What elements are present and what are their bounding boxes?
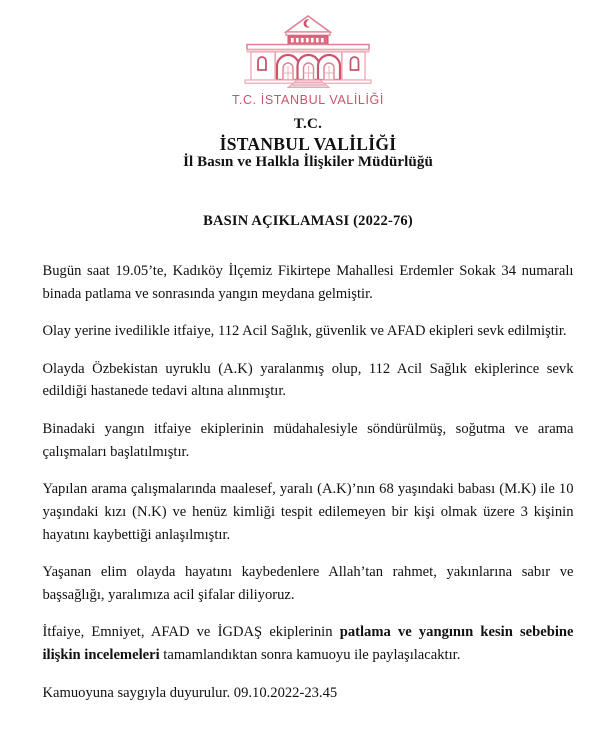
istanbul-governorship-building-icon [233, 14, 383, 92]
header-line-tc: T.C. [293, 116, 323, 132]
header-line-department: İl Basın ve Halkla İlişkiler Müdürlüğü [183, 154, 433, 171]
paragraph-closing-timestamp: Kamuoyuna saygıyla duyurulur. 09.10.2022-23.45 [42, 684, 338, 701]
paragraph-2: Olay yerine ivedilikle itfaiye, 112 Acil Sağlık, güvenlik ve AFAD ekipleri sevk edilmiştir. [42, 323, 567, 340]
paragraph-7 [43, 621, 574, 666]
paragraph-4: Binadaki yangın itfaiye ekiplerinin müdahalesiyle söndürülmüş, soğutma ve arama çalışmaları başlatılmıştır. [42, 421, 574, 460]
paragraph-7-text-after-bold: tamamlandıktan sonra kamuoyu ile paylaşılacaktır. [159, 646, 461, 663]
emblem-header [0, 0, 616, 107]
institution-header [0, 116, 616, 172]
paragraph-7-emphasis: patlama ve yangının kesin sebebine ilişkin incelemeleri [42, 624, 574, 663]
emblem-caption: T.C. İSTANBUL VALİLİĞİ [232, 93, 384, 107]
paragraph-1: Bugün saat 19.05’te, Kadıköy İlçemiz Fikirtepe Mahallesi Erdemler Sokak 34 numaralı binada patlama ve sonrasında yangın meydana gelmiştir. [42, 263, 574, 302]
paragraph-6: Yaşanan elim olayda hayatını kaybedenlere Allah’tan rahmet, yakınlarına sabır ve başsağlığı, yaralımıza acil şifalar diliyoruz. [42, 564, 574, 603]
paragraph-7-text-before-bold: İtfaiye, Emniyet, AFAD ve İGDAŞ ekiplerinin [42, 624, 340, 641]
paragraph-3: Olayda Özbekistan uyruklu (A.K) yaralanmış olup, 112 Acil Sağlık ekiplerince sevk edildiği hastanede tedavi altına alınmıştır. [42, 360, 574, 400]
document-body [43, 260, 574, 704]
header-line-governorship: İSTANBUL VALİLİĞİ [219, 133, 397, 154]
page-title: BASIN AÇIKLAMASI (2022-76) [203, 213, 413, 230]
paragraph-5: Yapılan arama çalışmalarında maalesef, yaralı (A.K)’nın 68 yaşındaki babası (M.K) ile 10 yaşındaki kızı (N.K) ve henüz kimliği tespit edilemeyen bir kişi olmak üzere 3 kişinin hayatını kaybettiği anlaşılmıştır. [42, 481, 574, 543]
